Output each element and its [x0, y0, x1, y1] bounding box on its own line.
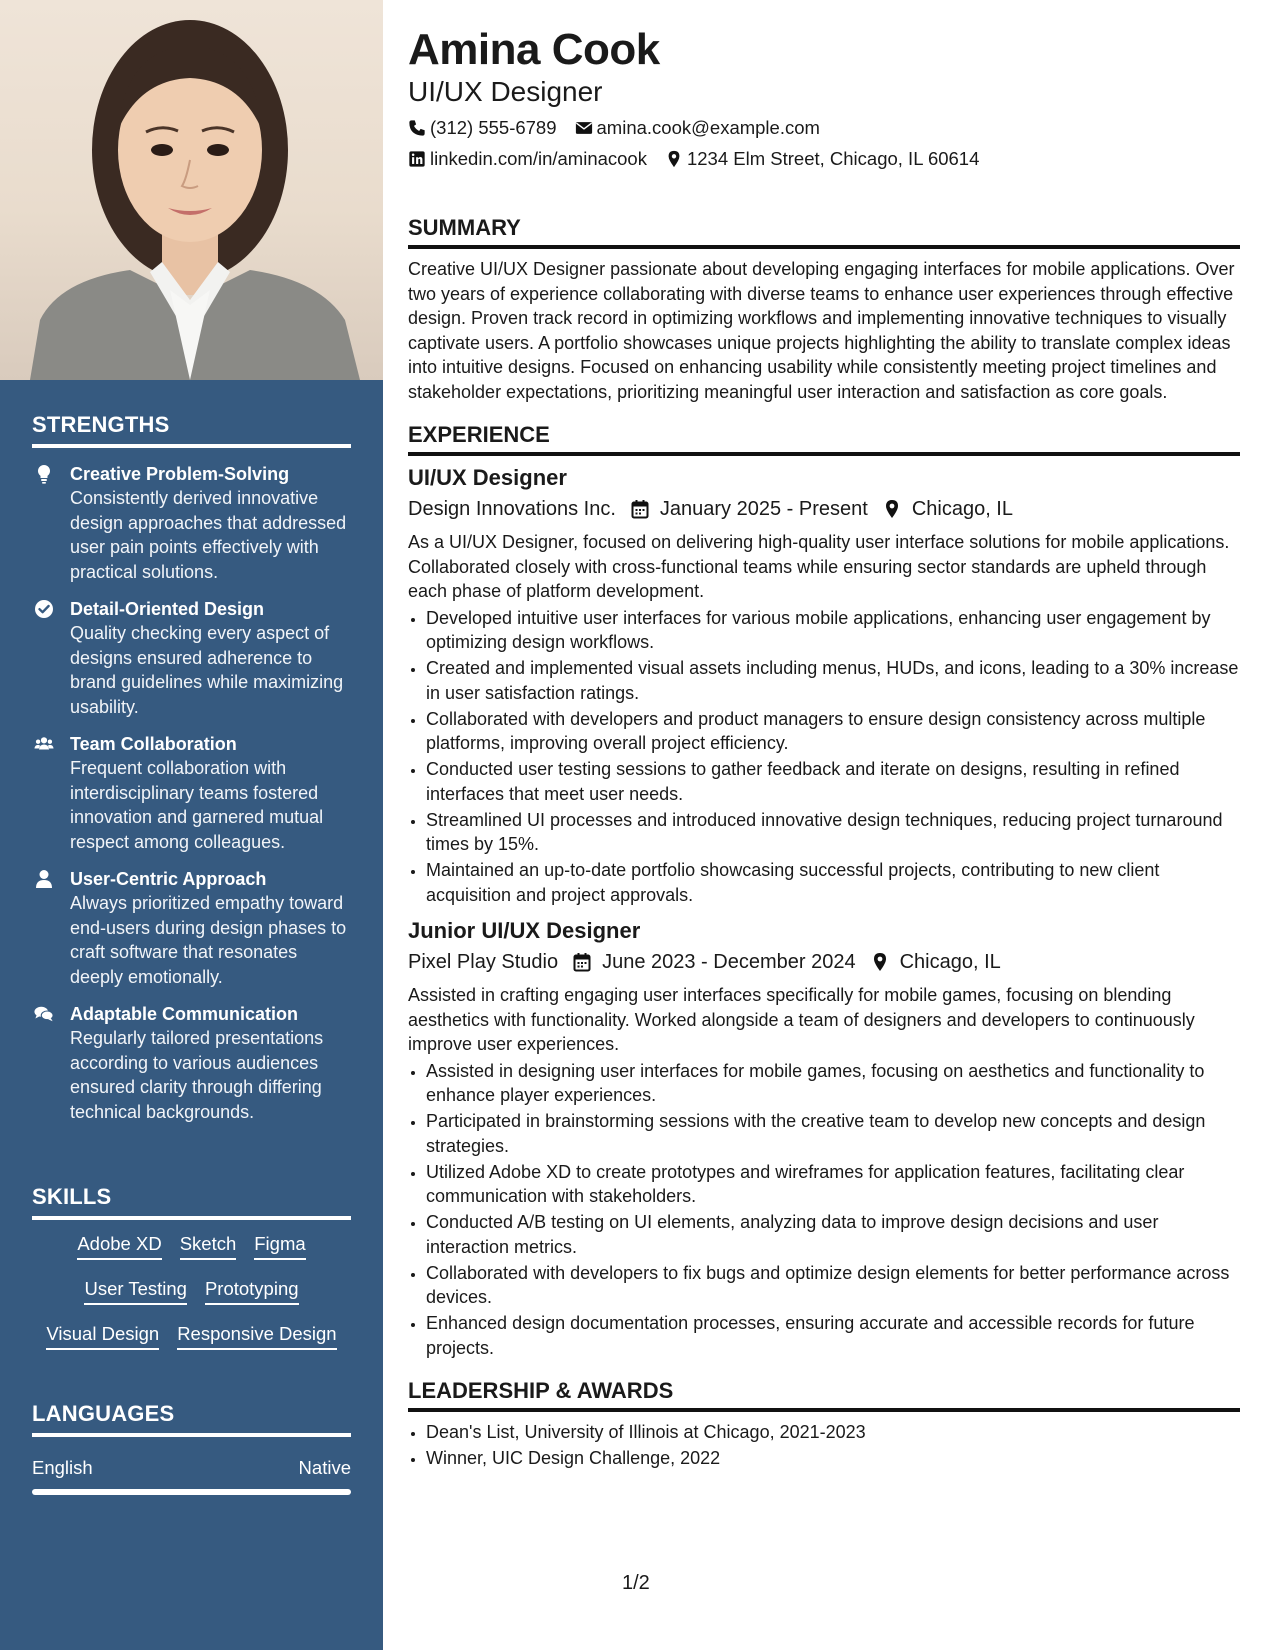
strength-item: [32, 1002, 351, 1124]
skill-tag: Adobe XD: [77, 1232, 161, 1260]
check-circle-icon: [34, 599, 54, 619]
list-item: • Developed intuitive user interfaces for various mobile applications, enhancing user engagement by optimizing design workflows.: [426, 606, 1240, 655]
experience-section: [408, 422, 1240, 1360]
languages-heading: LANGUAGES: [32, 1401, 351, 1437]
skill-tag: Prototyping: [205, 1277, 299, 1305]
map-pin-icon: [665, 150, 683, 168]
strength-title: Adaptable Communication: [70, 1004, 299, 1024]
job-description: As a UI/UX Designer, focused on delivering high-quality user interface solutions for mobile applications. Collaborated closely with cross-functional teams while ensuring sector standards are upheld through each phase of platform development.: [408, 532, 1230, 601]
list-item: • Collaborated with developers and product managers to ensure design consistency across multiple platforms, improving overall project efficiency.: [426, 707, 1240, 756]
leadership-heading: LEADERSHIP & AWARDS: [408, 1378, 1240, 1412]
skill-tag: User Testing: [84, 1277, 186, 1305]
summary-text: Creative UI/UX Designer passionate about developing engaging interfaces for mobile applications. Over two years of experience collaborating with diverse teams to enhance user experiences through effective design. Proven track record in optimizing workflows and implementing innovative techniques to visually captivate users. A portfolio showcases unique projects highlighting the ability to translate complex ideas into intuitive designs. Focused on enhancing usability while consistently meeting project timelines and stakeholder expectations, prioritizing meaningful user interaction and satisfaction as core goals.: [408, 259, 1235, 402]
job-description: Assisted in crafting engaging user interfaces specifically for mobile games, focusing on blending aesthetics with functionality. Worked alongside a team of designers and developers to continuously improve user experiences.: [408, 985, 1195, 1054]
strength-item: [32, 732, 351, 854]
strength-item: [32, 867, 351, 989]
main-content: [408, 24, 1240, 1471]
skills-row: [32, 1232, 351, 1265]
profile-photo: [0, 0, 383, 380]
list-item: • Utilized Adobe XD to create prototypes and wireframes for application features, facilitating clear communication with stakeholders.: [426, 1160, 1240, 1209]
strength-description: Regularly tailored presentations according to various audiences ensured clarity through differing technical backgrounds.: [70, 1028, 324, 1122]
users-icon: [34, 734, 54, 754]
linkedin-text: linkedin.com/in/aminacook: [430, 148, 647, 169]
user-icon: [34, 869, 54, 889]
experience-heading: EXPERIENCE: [408, 422, 1240, 456]
strength-title: Team Collaboration: [70, 734, 237, 754]
skills-heading: SKILLS: [32, 1184, 351, 1220]
language-level-bar: [32, 1489, 351, 1495]
phone-icon: [408, 119, 426, 137]
job-meta: [408, 948, 1240, 976]
sidebar: [0, 0, 383, 1650]
phone-contact: [408, 116, 557, 140]
language-level: Native: [298, 1457, 351, 1478]
list-item: • Participated in brainstorming sessions with the creative team to develop new concepts and design strategies.: [426, 1109, 1240, 1158]
candidate-role: UI/UX Designer: [408, 76, 603, 107]
strength-title: Creative Problem-Solving: [70, 464, 290, 484]
strength-description: Quality checking every aspect of designs ensured adherence to brand guidelines while maximizing usability.: [70, 623, 344, 717]
strength-item: [32, 462, 351, 584]
map-pin-icon: [856, 952, 900, 972]
strength-title: Detail-Oriented Design: [70, 599, 265, 619]
job-company: Design Innovations Inc.: [408, 498, 616, 520]
contact-row: [408, 116, 1240, 140]
strength-description: Frequent collaboration with interdisciplinary teams fostered innovation and garnered mutual respect among colleagues.: [70, 758, 324, 852]
list-item: • Enhanced design documentation processes, ensuring accurate and accessible records for future projects.: [426, 1311, 1240, 1360]
list-item: • Dean's List, University of Illinois at Chicago, 2021-2023: [426, 1420, 1240, 1445]
job-bullets: [408, 606, 1240, 908]
email-text: amina.cook@example.com: [596, 117, 820, 138]
strength-description: Consistently derived innovative design approaches that addressed user pain points effectively with practical solutions.: [70, 488, 347, 582]
strength-item: [32, 597, 351, 719]
job-entry: [408, 464, 1240, 907]
email-contact[interactable]: [575, 116, 820, 140]
skill-tag: Visual Design: [46, 1322, 159, 1350]
job-dates: January 2025 - Present: [659, 498, 868, 520]
languages-section: [32, 1401, 351, 1495]
skills-row: [32, 1277, 351, 1310]
language-name: English: [32, 1457, 93, 1478]
job-location: Chicago, IL: [911, 498, 1013, 520]
linkedin-contact[interactable]: [408, 147, 647, 171]
list-item: • Maintained an up-to-date portfolio showcasing successful projects, contributing to new client acquisition and project approvals.: [426, 858, 1240, 907]
calendar-icon: [558, 952, 602, 972]
candidate-name: Amina Cook: [408, 25, 660, 74]
skills-section: [32, 1184, 351, 1355]
summary-heading: SUMMARY: [408, 215, 1240, 249]
skills-row: [32, 1322, 351, 1355]
skills-list: [32, 1232, 351, 1355]
list-item: • Winner, UIC Design Challenge, 2022: [426, 1446, 1240, 1471]
calendar-icon: [616, 499, 660, 519]
strength-title: User-Centric Approach: [70, 869, 267, 889]
list-item: • Streamlined UI processes and introduced innovative design techniques, reducing project turnaround times by 15%.: [426, 808, 1240, 857]
job-entry: [408, 917, 1240, 1360]
job-title: UI/UX Designer: [408, 465, 567, 490]
list-item: • Collaborated with developers to fix bugs and optimize design elements for better performance across devices.: [426, 1261, 1240, 1310]
job-title: Junior UI/UX Designer: [408, 918, 641, 943]
phone-text: (312) 555-6789: [430, 117, 557, 138]
job-dates: June 2023 - December 2024: [602, 951, 856, 973]
list-item: • Conducted A/B testing on UI elements, analyzing data to improve design decisions and user interaction metrics.: [426, 1210, 1240, 1259]
job-meta: [408, 495, 1240, 523]
page-number: 1/2: [622, 1572, 650, 1594]
contact-row: [408, 147, 1240, 171]
list-item: • Conducted user testing sessions to gather feedback and iterate on designs, resulting in refined interfaces that meet user needs.: [426, 757, 1240, 806]
strength-description: Always prioritized empathy toward end-users during design phases to craft software that resonates deeply emotionally.: [70, 893, 347, 987]
profile-photo-illustration: [0, 0, 383, 380]
envelope-icon: [575, 119, 593, 137]
skill-tag: Figma: [254, 1232, 305, 1260]
leadership-list: [408, 1420, 1240, 1471]
list-item: • Assisted in designing user interfaces for mobile games, focusing on aesthetics and functionality to enhance player experiences.: [426, 1059, 1240, 1108]
job-company: Pixel Play Studio: [408, 951, 559, 973]
job-location: Chicago, IL: [899, 951, 1001, 973]
job-bullets: [408, 1059, 1240, 1361]
linkedin-icon: [408, 150, 426, 168]
address-text: 1234 Elm Street, Chicago, IL 60614: [686, 148, 980, 169]
strengths-heading: STRENGTHS: [32, 412, 351, 448]
lightbulb-icon: [34, 464, 54, 484]
summary-section: [408, 215, 1240, 404]
leadership-section: [408, 1378, 1240, 1471]
list-item: • Created and implemented visual assets including menus, HUDs, and icons, leading to a 30% increase in user satisfaction ratings.: [426, 656, 1240, 705]
skill-tag: Responsive Design: [177, 1322, 336, 1350]
strengths-section: [32, 412, 351, 1124]
comments-icon: [34, 1004, 54, 1024]
skill-tag: Sketch: [180, 1232, 237, 1260]
map-pin-icon: [868, 499, 912, 519]
address-contact: [665, 147, 979, 171]
language-row: [32, 1457, 351, 1479]
